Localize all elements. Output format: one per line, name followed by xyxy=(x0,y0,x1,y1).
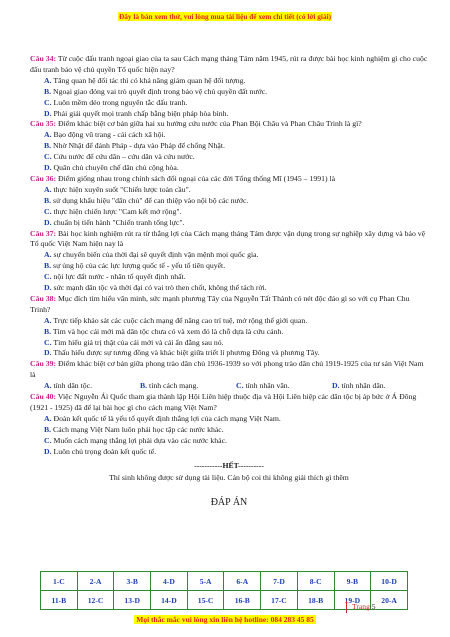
option-c xyxy=(30,436,428,447)
question-38 xyxy=(30,294,428,316)
answer-cell: 8-C xyxy=(297,572,334,591)
option-b xyxy=(30,261,428,272)
answer-cell: 6-A xyxy=(224,572,261,591)
question-text: Mục đích tìm hiểu văn minh, sức mạnh phương Tây của Nguyễn Tất Thành có nét độc đáo gì so với cụ Phan Chu Trinh? xyxy=(30,293,410,314)
option-text: thực hiện chiến lược "Cam kết mở rộng". xyxy=(53,206,182,216)
page-label: Trang xyxy=(352,602,370,611)
option-letter: D. xyxy=(44,446,52,456)
question-36 xyxy=(30,174,428,185)
option-letter: D. xyxy=(332,381,340,391)
option-text: thực hiện xuyên suốt "Chiến lược toàn cầu". xyxy=(53,184,191,194)
option-letter: D. xyxy=(44,163,52,173)
option-letter: B. xyxy=(44,424,52,434)
option-text: tính nhân dân. xyxy=(341,381,386,391)
option-a xyxy=(30,185,428,196)
option-a xyxy=(30,76,428,87)
answer-cell: 14-D xyxy=(151,591,188,610)
option-text: sử dụng khẩu hiệu "dân chủ" để can thiệp vào nội bộ các nước. xyxy=(53,195,249,205)
answer-cell: 19-D xyxy=(334,591,371,610)
option-c xyxy=(236,381,332,392)
answer-cell: 9-B xyxy=(334,572,371,591)
option-text: Trực tiếp khảo sát các cuộc cách mạng để nâng cao trí tuệ, mở rộng thế giới quan. xyxy=(53,315,308,325)
option-text: Tăng quan hệ đối tác thì có khả năng giảm quan hệ đối tượng. xyxy=(53,75,246,85)
question-39 xyxy=(30,359,428,381)
option-a xyxy=(30,130,428,141)
question-35 xyxy=(30,119,428,130)
option-text: Muốn cách mạng thắng lợi phải dựa vào các nước khác. xyxy=(53,435,227,445)
option-c xyxy=(30,338,428,349)
option-letter: A. xyxy=(44,184,52,194)
question-text: Điểm giống nhau trong chính sách đối ngoại của các đời Tổng thống Mĩ (1945 – 1991) là xyxy=(58,173,336,183)
answer-cell: 20-A xyxy=(371,591,408,610)
option-letter: D. xyxy=(44,283,52,293)
option-text: Ngoại giao đóng vai trò quyết định trong bảo vệ chủ quyền đất nước. xyxy=(53,86,268,96)
option-text: sự ủng hộ của các lực lượng quốc tế - yếu tố tiên quyết. xyxy=(53,261,226,271)
option-letter: A. xyxy=(44,413,52,423)
option-d xyxy=(30,218,428,229)
question-label: Câu 40: xyxy=(30,392,57,402)
option-letter: C. xyxy=(44,435,52,445)
option-d xyxy=(30,283,428,294)
preview-banner-text: Đây là bản xem thử, vui lòng mua tài liệu để xem chi tiết (có lời giải) xyxy=(118,12,332,21)
option-text: sự chuyển biến của thời đại sẽ quyết định vận mệnh mọi quốc gia. xyxy=(53,250,259,260)
question-label: Câu 37: xyxy=(30,228,57,238)
option-c xyxy=(30,272,428,283)
answer-cell: 12-C xyxy=(77,591,114,610)
option-letter: A. xyxy=(44,75,52,85)
answer-cell: 13-D xyxy=(114,591,151,610)
option-b xyxy=(30,141,428,152)
question-label: Câu 35: xyxy=(30,119,57,129)
question-label: Câu 39: xyxy=(30,359,57,369)
option-a xyxy=(30,250,428,261)
option-text: chuẩn bị tiến hành "Chiến tranh tổng lực". xyxy=(53,217,185,227)
page-number-value: 5 xyxy=(371,602,376,611)
option-letter: C. xyxy=(44,97,52,107)
option-text: Tìm hiểu giá trị thật của cái mới và cái ẩn đằng sau nó. xyxy=(53,337,224,347)
option-letter: B. xyxy=(140,381,148,391)
inline-options xyxy=(30,381,428,392)
answer-cell: 4-D xyxy=(151,572,188,591)
answer-title: ĐÁP ÁN xyxy=(210,497,248,509)
question-list xyxy=(30,54,428,509)
answer-cell: 2-A xyxy=(77,572,114,591)
option-text: Bạo động vũ trang - cải cách xã hội. xyxy=(53,130,166,140)
question-37 xyxy=(30,229,428,251)
option-letter: B. xyxy=(44,326,52,336)
question-40 xyxy=(30,392,428,414)
option-d xyxy=(332,381,386,392)
preview-banner xyxy=(0,12,450,21)
option-d xyxy=(30,348,428,359)
answer-cell: 17-C xyxy=(261,591,298,610)
option-text: Luôn mềm dẻo trong nguyên tắc đấu tranh. xyxy=(53,97,188,107)
option-c xyxy=(30,152,428,163)
question-text: Điểm khác biệt cơ bản giữa hai xu hướng cứu nước của Phan Bội Châu và Phan Châu Trinh là gì? xyxy=(58,119,362,129)
option-letter: C. xyxy=(44,206,52,216)
question-label: Câu 36: xyxy=(30,173,57,183)
option-letter: B. xyxy=(44,141,52,151)
option-letter: D. xyxy=(44,217,52,227)
option-letter: B. xyxy=(44,86,52,96)
option-text: Thấu hiểu được sự tương đồng và khác biệt giữa triết lí phương Đông và phương Tây. xyxy=(53,348,320,358)
option-letter: C. xyxy=(44,272,52,282)
option-text: Nhờ Nhật để đánh Pháp - dựa vào Pháp để chống Nhật. xyxy=(53,141,225,151)
option-text: Cứu nước để cứu dân – cứu dân và cứu nước. xyxy=(53,152,195,162)
option-letter: A. xyxy=(44,250,52,260)
option-text: sức mạnh dân tộc và thời đại có vai trò then chốt, không thể tách rời. xyxy=(53,283,267,293)
option-letter: C. xyxy=(44,337,52,347)
option-letter: D. xyxy=(44,348,52,358)
option-b xyxy=(30,196,428,207)
option-a xyxy=(30,316,428,327)
answer-row xyxy=(41,572,408,591)
option-text: Phải giải quyết mọi tranh chấp bằng biện pháp hòa bình. xyxy=(53,108,229,118)
answer-cell: 11-B xyxy=(41,591,78,610)
option-text: tính cách mạng. xyxy=(149,381,199,391)
answer-cell: 5-A xyxy=(187,572,224,591)
option-text: Quân chủ chuyên chế dân chủ cộng hòa. xyxy=(53,163,179,173)
question-text: Từ cuộc đấu tranh ngoại giao của ta sau Cách mạng tháng Tám năm 1945, rút ra được bài học kinh nghiệm gì cho cuộc đấu tranh bảo vệ chủ quyền Tổ quốc hiện nay? xyxy=(30,54,428,74)
option-c xyxy=(30,98,428,109)
option-text: Đoàn kết quốc tế là yếu tố quyết định thắng lợi của cách mạng Việt Nam. xyxy=(53,413,281,423)
option-letter: B. xyxy=(44,195,52,205)
option-text: Luôn chủ trọng đoàn kết quốc tế. xyxy=(53,446,157,456)
option-d xyxy=(30,447,428,458)
exam-note: Thí sinh không được sử dụng tài liệu. Cán bộ coi thi không giải thích gì thêm xyxy=(109,473,349,483)
option-text: Cách mạng Việt Nam luôn phải học tập các nước khác. xyxy=(53,424,224,434)
option-letter: A. xyxy=(44,130,52,140)
answer-cell: 7-D xyxy=(261,572,298,591)
answer-cell: 16-B xyxy=(224,591,261,610)
option-text: Tìm và học cái mới mà dân tộc chưa có và xem đó là chỗ dựa là cứu cánh. xyxy=(52,326,284,336)
option-letter: A. xyxy=(44,381,52,391)
question-label: Câu 38: xyxy=(30,293,57,303)
option-letter: C. xyxy=(236,381,244,391)
option-a xyxy=(44,381,140,392)
question-text: Việc Nguyễn Ái Quốc tham gia thành lập Hội Liên hiệp thuộc địa và Hội Liên hiệp các dân tộc bị áp bức ở Á Đông (1921 - 1925) đã để lại bài học gì cho cách mạng Việt Nam? xyxy=(30,392,417,412)
option-d xyxy=(30,109,428,120)
option-text: nội lực đất nước - nhân tố quyết định nhất. xyxy=(53,272,186,282)
answer-cell: 3-B xyxy=(114,572,151,591)
answer-cell: 1-C xyxy=(41,572,78,591)
option-b xyxy=(30,425,428,436)
option-letter: B. xyxy=(44,261,52,271)
option-letter: D. xyxy=(44,108,52,118)
answer-cell: 18-B xyxy=(297,591,334,610)
option-b xyxy=(30,87,428,98)
option-a xyxy=(30,414,428,425)
option-letter: C. xyxy=(44,152,52,162)
question-text: Điểm khác biệt cơ bản giữa phong trào dân chủ 1936-1939 so với phong trào dân chủ 1919-1925 của tư sản Việt Nam là xyxy=(30,359,424,380)
hotline-text: Mọi thắc mắc vui lòng xin liên hệ hotline: 084 283 45 85 xyxy=(136,615,314,624)
question-34 xyxy=(30,54,428,76)
option-b xyxy=(140,381,236,392)
question-text: Bài học kinh nghiệm rút ra từ thắng lợi của Cách mạng tháng Tám được vận dụng trong sự nghiệp xây dựng và bảo vệ Tổ quốc Việt Nam hiện nay là xyxy=(30,228,426,249)
option-b xyxy=(30,327,428,338)
hotline-footer xyxy=(0,615,450,624)
option-text: tính dân tộc. xyxy=(53,381,93,391)
option-d xyxy=(30,163,428,174)
question-label: Câu 34: xyxy=(30,54,57,63)
end-marker: -----------HẾT---------- xyxy=(194,460,264,470)
page-number xyxy=(346,601,376,613)
option-text: tính nhân văn. xyxy=(245,381,290,391)
option-letter: A. xyxy=(44,315,52,325)
option-c xyxy=(30,207,428,218)
answer-cell: 15-C xyxy=(187,591,224,610)
answer-cell: 10-D xyxy=(371,572,408,591)
